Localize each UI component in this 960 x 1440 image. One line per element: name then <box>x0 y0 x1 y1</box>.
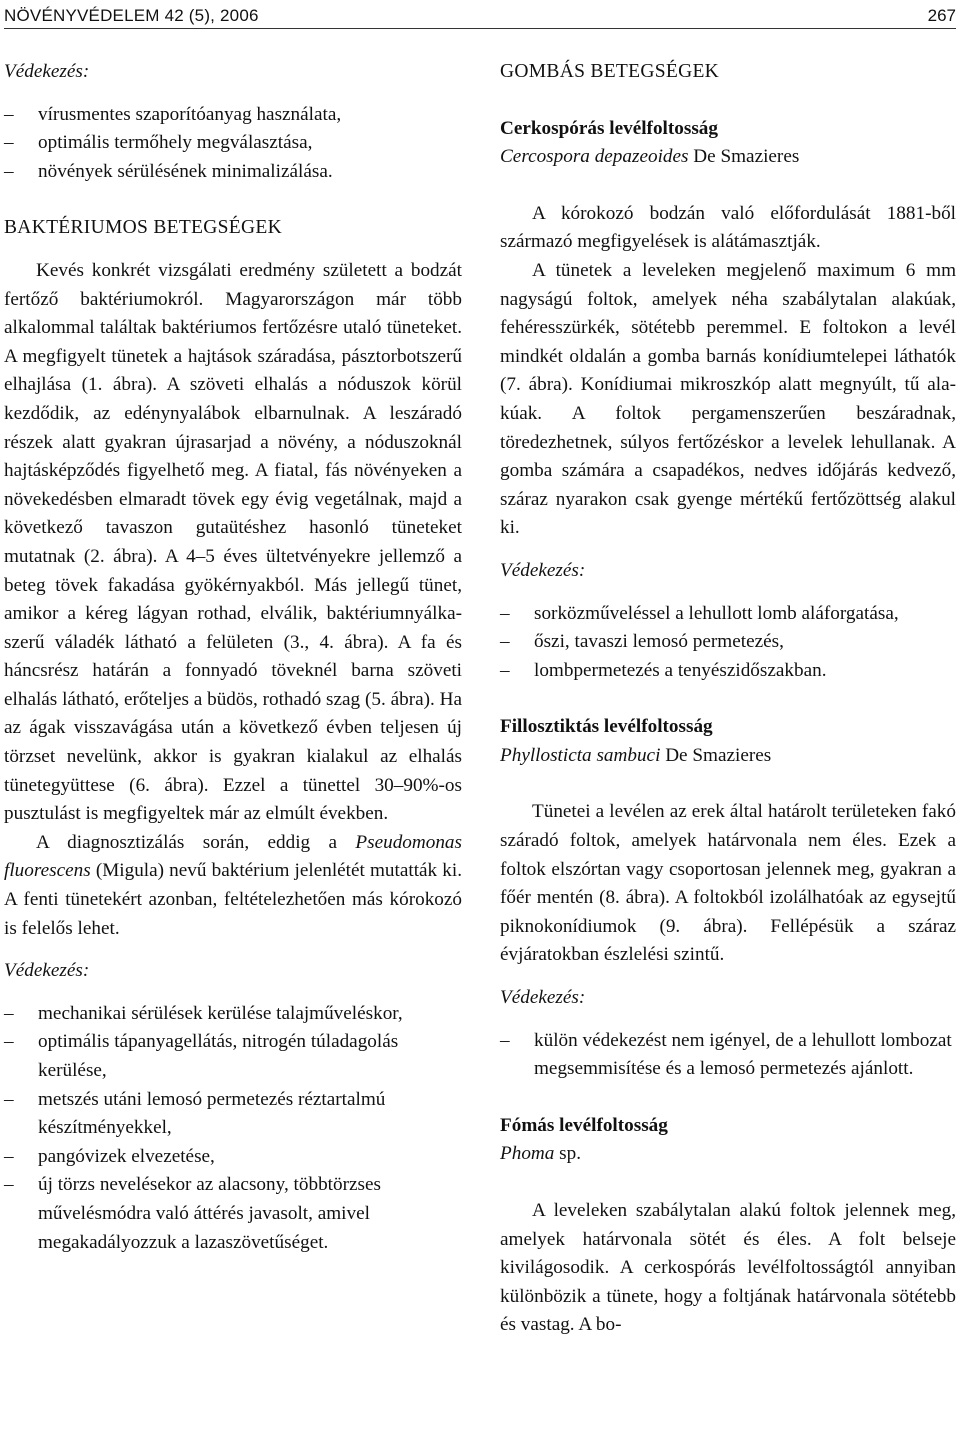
list-item-text: vírusmentes szaporítóanyag használata, <box>38 103 342 125</box>
list-item-text: külön védekezést nem igényel, de a lehullott lombozat megsemmisítése és a lemosó permetezés ajánlott. <box>534 1029 952 1080</box>
dash-bullet: – <box>4 103 14 125</box>
list-item-text: növények sérülésének minimalizálása. <box>38 160 333 182</box>
species-name: Phoma <box>500 1143 555 1165</box>
prevention-label: Védekezés: <box>4 960 90 982</box>
spacer <box>4 986 462 1000</box>
dash-bullet: – <box>500 631 510 653</box>
spacer <box>500 1013 956 1027</box>
dash-bullet: – <box>4 1088 14 1110</box>
list-item-text: pangóvizek elvezetése, <box>38 1145 215 1167</box>
prevention-list <box>500 1027 956 1084</box>
list-item-text: optimális tápanyagellátás, nitrogén túladagolás kerülése, <box>38 1031 399 1081</box>
body-paragraph: A kórokozó bodzán való előfordulását 1881-ből származó megfigyelések is alátámasztják. <box>500 202 956 253</box>
prevention-list <box>4 1000 462 1257</box>
list-item <box>4 1086 462 1143</box>
species-name: Phyllosticta sambuci <box>500 744 661 766</box>
body-paragraph: Tünetei a levélen az erek által határolt területeken fakó száradó foltok, amelyek határvonala nem éles. Ezek a foltok elszórtan vagy csoportosan jelennek meg, gyakran a főér mentén (8. ábra). A foltokból izolálhatóak az egysejtű piknokonídiumok (9. ábra). Fellépésük a száraz évjáratokban észlelési szintű. <box>500 801 956 966</box>
list-item <box>500 628 956 657</box>
dash-bullet: – <box>4 1145 14 1167</box>
species-name: Cercospora depazeoides <box>500 146 689 168</box>
list-item <box>4 1028 462 1085</box>
list-item <box>4 1171 462 1257</box>
body-paragraph <box>4 829 462 943</box>
species-author: De Smazieres <box>688 146 800 168</box>
spacer <box>500 970 956 984</box>
right-column <box>500 58 956 1340</box>
section-heading: GOMBÁS BETEGSÉGEK <box>500 61 720 82</box>
list-item-text: sorközműveléssel a lehullott lomb aláforgatása, <box>534 602 899 624</box>
dash-bullet: – <box>500 659 510 681</box>
body-paragraph: A leveleken szabálytalan alakú foltok jelennek meg, amelyek határvonala sötét és éles. A folt belseje kivilágosodik. A cerkospórás levélfoltosságtól annyiban különbözik a tünete, hogy a foltjának határvonala sötétebb és vastag. A bo- <box>500 1200 956 1336</box>
prevention-label: Védekezés: <box>500 559 586 581</box>
species-author: De Smazieres <box>660 744 772 766</box>
spacer <box>500 172 956 200</box>
dash-bullet: – <box>4 132 14 154</box>
dash-bullet: – <box>500 602 510 624</box>
left-column <box>4 58 462 1257</box>
list-item <box>4 1000 462 1029</box>
prevention-list <box>500 600 956 686</box>
spacer <box>500 586 956 600</box>
list-item <box>500 1027 956 1084</box>
list-item <box>4 1143 462 1172</box>
section-heading: BAKTÉRIUMOS BETEGSÉGEK <box>4 217 282 239</box>
list-item-text: lombpermetezés a tenyészidőszakban. <box>534 659 827 681</box>
dash-bullet: – <box>4 1031 14 1053</box>
list-item-text: metszés utáni lemosó permetezés réztartalmú készítményekkel, <box>38 1088 386 1139</box>
spacer <box>500 87 956 115</box>
dash-bullet: – <box>4 1174 14 1196</box>
disease-title: Fómás levélfoltosság <box>500 1114 668 1136</box>
dash-bullet: – <box>500 1029 510 1051</box>
text-run: A diagnosztizálás során, eddig a <box>36 831 356 853</box>
spacer <box>4 186 462 214</box>
list-item-text: mechanikai sérülések kerülése talajműveléskor, <box>38 1002 403 1024</box>
spacer <box>4 87 462 101</box>
disease-title: Cerkospórás levélfoltosság <box>500 117 718 139</box>
prevention-label: Védekezés: <box>500 987 586 1009</box>
page-number: 267 <box>927 6 956 25</box>
list-item <box>4 129 462 158</box>
body-paragraph: A tünetek a leveleken megjelenő maximum 6 mm nagyságú foltok, amelyek néha szabálytalan alakúak, fehéresszürkék, sötétebb peremmel. E foltokon a levél mindkét oldalán a gomba barnás konídiumtelepei láthatók (7. ábra). Konídiumai mikroszkóp alatt megnyúlt, tű alakúak. A foltok pergamenszerűen beszáradnak, töredezhetnek, súlyos fertőzéskor a levelek lehullanak. A gomba számára a csapadékos, nedves időjárás kedvező, száraz nyarakon csak gyenge mértékű fertőzöttség alakul ki. <box>500 259 956 539</box>
spacer <box>500 1084 956 1112</box>
species-name: Pseudomonas fluorescens <box>4 831 462 882</box>
spacer <box>500 770 956 798</box>
body-paragraph: Kevés konkrét vizsgálati eredmény született a bodzát fertőző baktériumokról. Magyarországon már több alkalommal találtak baktériumos fertőzésre utaló tüneteket. A megfigyelt tünetek a hajtások száradása, pásztorbotszerű elhajlása (1. ábra). A szöveti elhalás a nóduszok körül kezdődik, az edénynyalábok elbarnulnak. A leszáradó részek alatt gyakran újrasarjad a növény, a nóduszoknál hajtásképződés figyelhető meg. A fiatal, fás növényeken a növekedésben elmaradt tövek egy évig vegetálnak, majd a következő tavaszon gutaütéshez hasonló tüneteket mutatnak (2. ábra). A 4–5 éves ültetvényekre jellemző a beteg tövek fakadása gyökérnyakból. Más jellegű tünet, amikor a kéreg lágyan rothad, elválik, baktériumnyálka-szerű váladék látható a felületen (3., 4. ábra). A fa és háncsrész határán a fonnyadó töveknél barna szöveti elhalás látható, erőteljes a büdös, rothadó szag (5. ábra). Ha az ágak visszavágása után a következő évben teljesen új törzset nevelünk, akkor is gyakran kialakul az elhalás tünetegyüttese (6. ábra). Ezzel a tünettel 30–90%-os pusztulást is megfigyeltek már az elmúlt években. <box>4 259 462 825</box>
text-run: (Migula) nevű baktérium jelenlétét mutatták ki. A fenti tünetekért azonban, feltételezhetően más kórokozó is felelős lehet. <box>4 860 462 939</box>
running-header <box>4 2 956 30</box>
list-item-text: őszi, tavaszi lemosó permetezés, <box>534 631 784 653</box>
header-rule <box>4 28 956 29</box>
pathogen-name <box>500 143 956 172</box>
list-item <box>500 657 956 686</box>
spacer <box>4 943 462 957</box>
list-item-text: új törzs nevelésekor az alacsony, többtörzses művelésmódra való áttérés javasolt, amivel megakadályozzuk a lazaszövetűséget. <box>38 1174 381 1253</box>
prevention-label: Védekezés: <box>4 61 90 82</box>
spacer <box>500 1169 956 1197</box>
dash-bullet: – <box>4 160 14 182</box>
pathogen-name <box>500 742 956 771</box>
list-item-text: optimális termőhely megválasztása, <box>38 132 313 154</box>
pathogen-name <box>500 1140 956 1169</box>
prevention-list <box>4 101 462 187</box>
spacer <box>500 685 956 713</box>
list-item <box>500 600 956 629</box>
dash-bullet: – <box>4 1002 14 1024</box>
spacer <box>4 243 462 257</box>
list-item <box>4 101 462 130</box>
list-item <box>4 158 462 187</box>
disease-title: Fillosztiktás levélfoltosság <box>500 716 713 738</box>
spacer <box>500 543 956 557</box>
journal-title: NÖVÉNYVÉDELEM 42 (5), 2006 <box>4 6 259 25</box>
species-suffix: sp. <box>554 1143 582 1165</box>
